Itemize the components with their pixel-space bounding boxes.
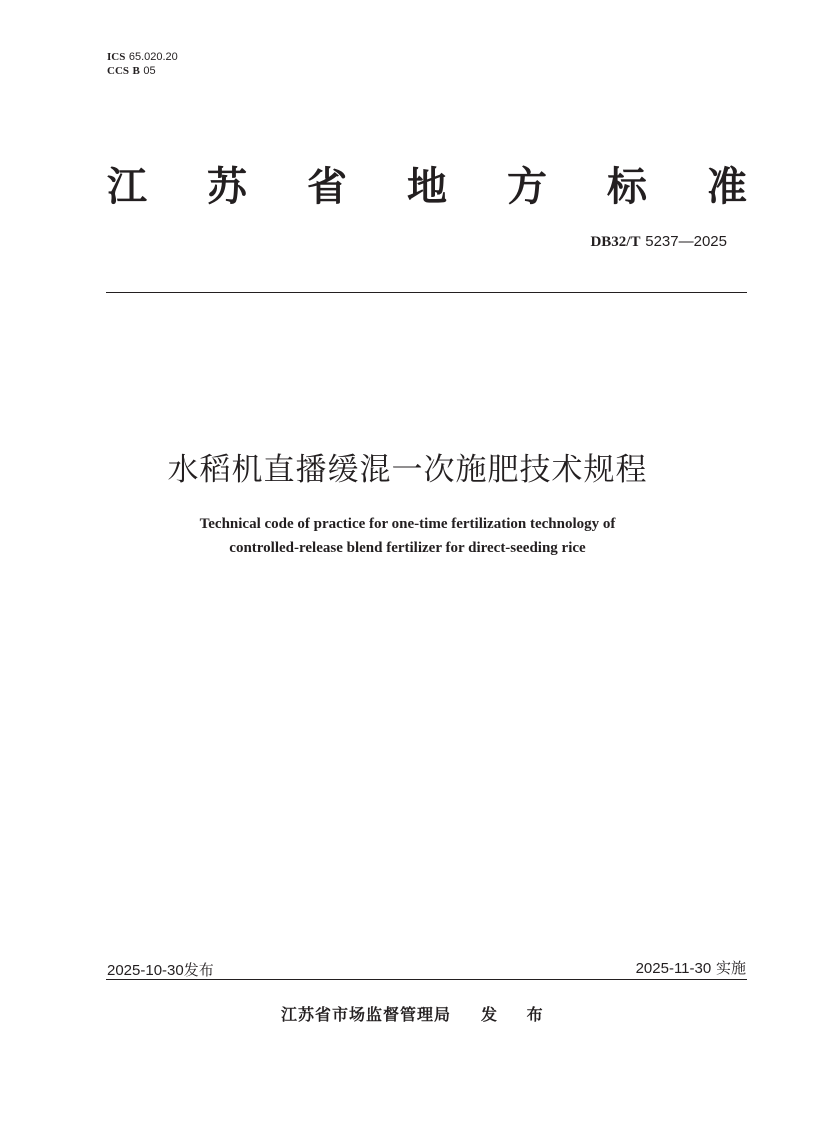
implement-date-label: 实施	[715, 959, 746, 977]
standard-type-heading	[107, 158, 747, 208]
standard-number-value: 5237—2025	[645, 233, 727, 250]
issuer-line	[281, 1002, 555, 1025]
standard-type-char: 准	[707, 163, 747, 210]
standard-type-char: 江	[107, 163, 147, 210]
issue-date	[107, 959, 214, 980]
standard-number	[590, 232, 727, 251]
standard-type-char: 省	[307, 163, 347, 210]
ccs-code	[107, 64, 178, 78]
implement-date-value: 2025-11-30	[635, 960, 712, 977]
issuer-action: 发 布	[481, 1005, 555, 1024]
implement-date	[636, 957, 746, 978]
ics-label: ICS	[107, 51, 126, 63]
ics-value: 65.020.20	[128, 51, 178, 63]
bottom-divider	[106, 979, 747, 980]
issuer-name: 江苏省市场监督管理局	[281, 1005, 452, 1024]
document-title-en	[0, 512, 815, 560]
ccs-label: CCS	[107, 65, 130, 77]
document-title-en-line: Technical code of practice for one-time fertilization technology of	[199, 516, 616, 532]
document-title-en-line: controlled-release blend fertilizer for direct-seeding rice	[229, 540, 586, 556]
ccs-letter: B	[132, 65, 140, 77]
issue-date-label: 发布	[183, 961, 214, 979]
classification-codes	[107, 50, 178, 78]
standard-type-char: 苏	[207, 163, 247, 210]
standard-type-char: 地	[407, 163, 447, 210]
ccs-value: 05	[143, 65, 156, 77]
top-divider	[106, 292, 747, 293]
standard-number-prefix: DB32/T	[590, 234, 641, 250]
issue-date-value: 2025-10-30	[107, 962, 184, 979]
document-title-cn: 水稻机直播缓混一次施肥技术规程	[167, 452, 648, 488]
standard-type-char: 方	[507, 163, 547, 210]
standard-type-char: 标	[607, 163, 647, 210]
ics-code	[107, 50, 178, 64]
